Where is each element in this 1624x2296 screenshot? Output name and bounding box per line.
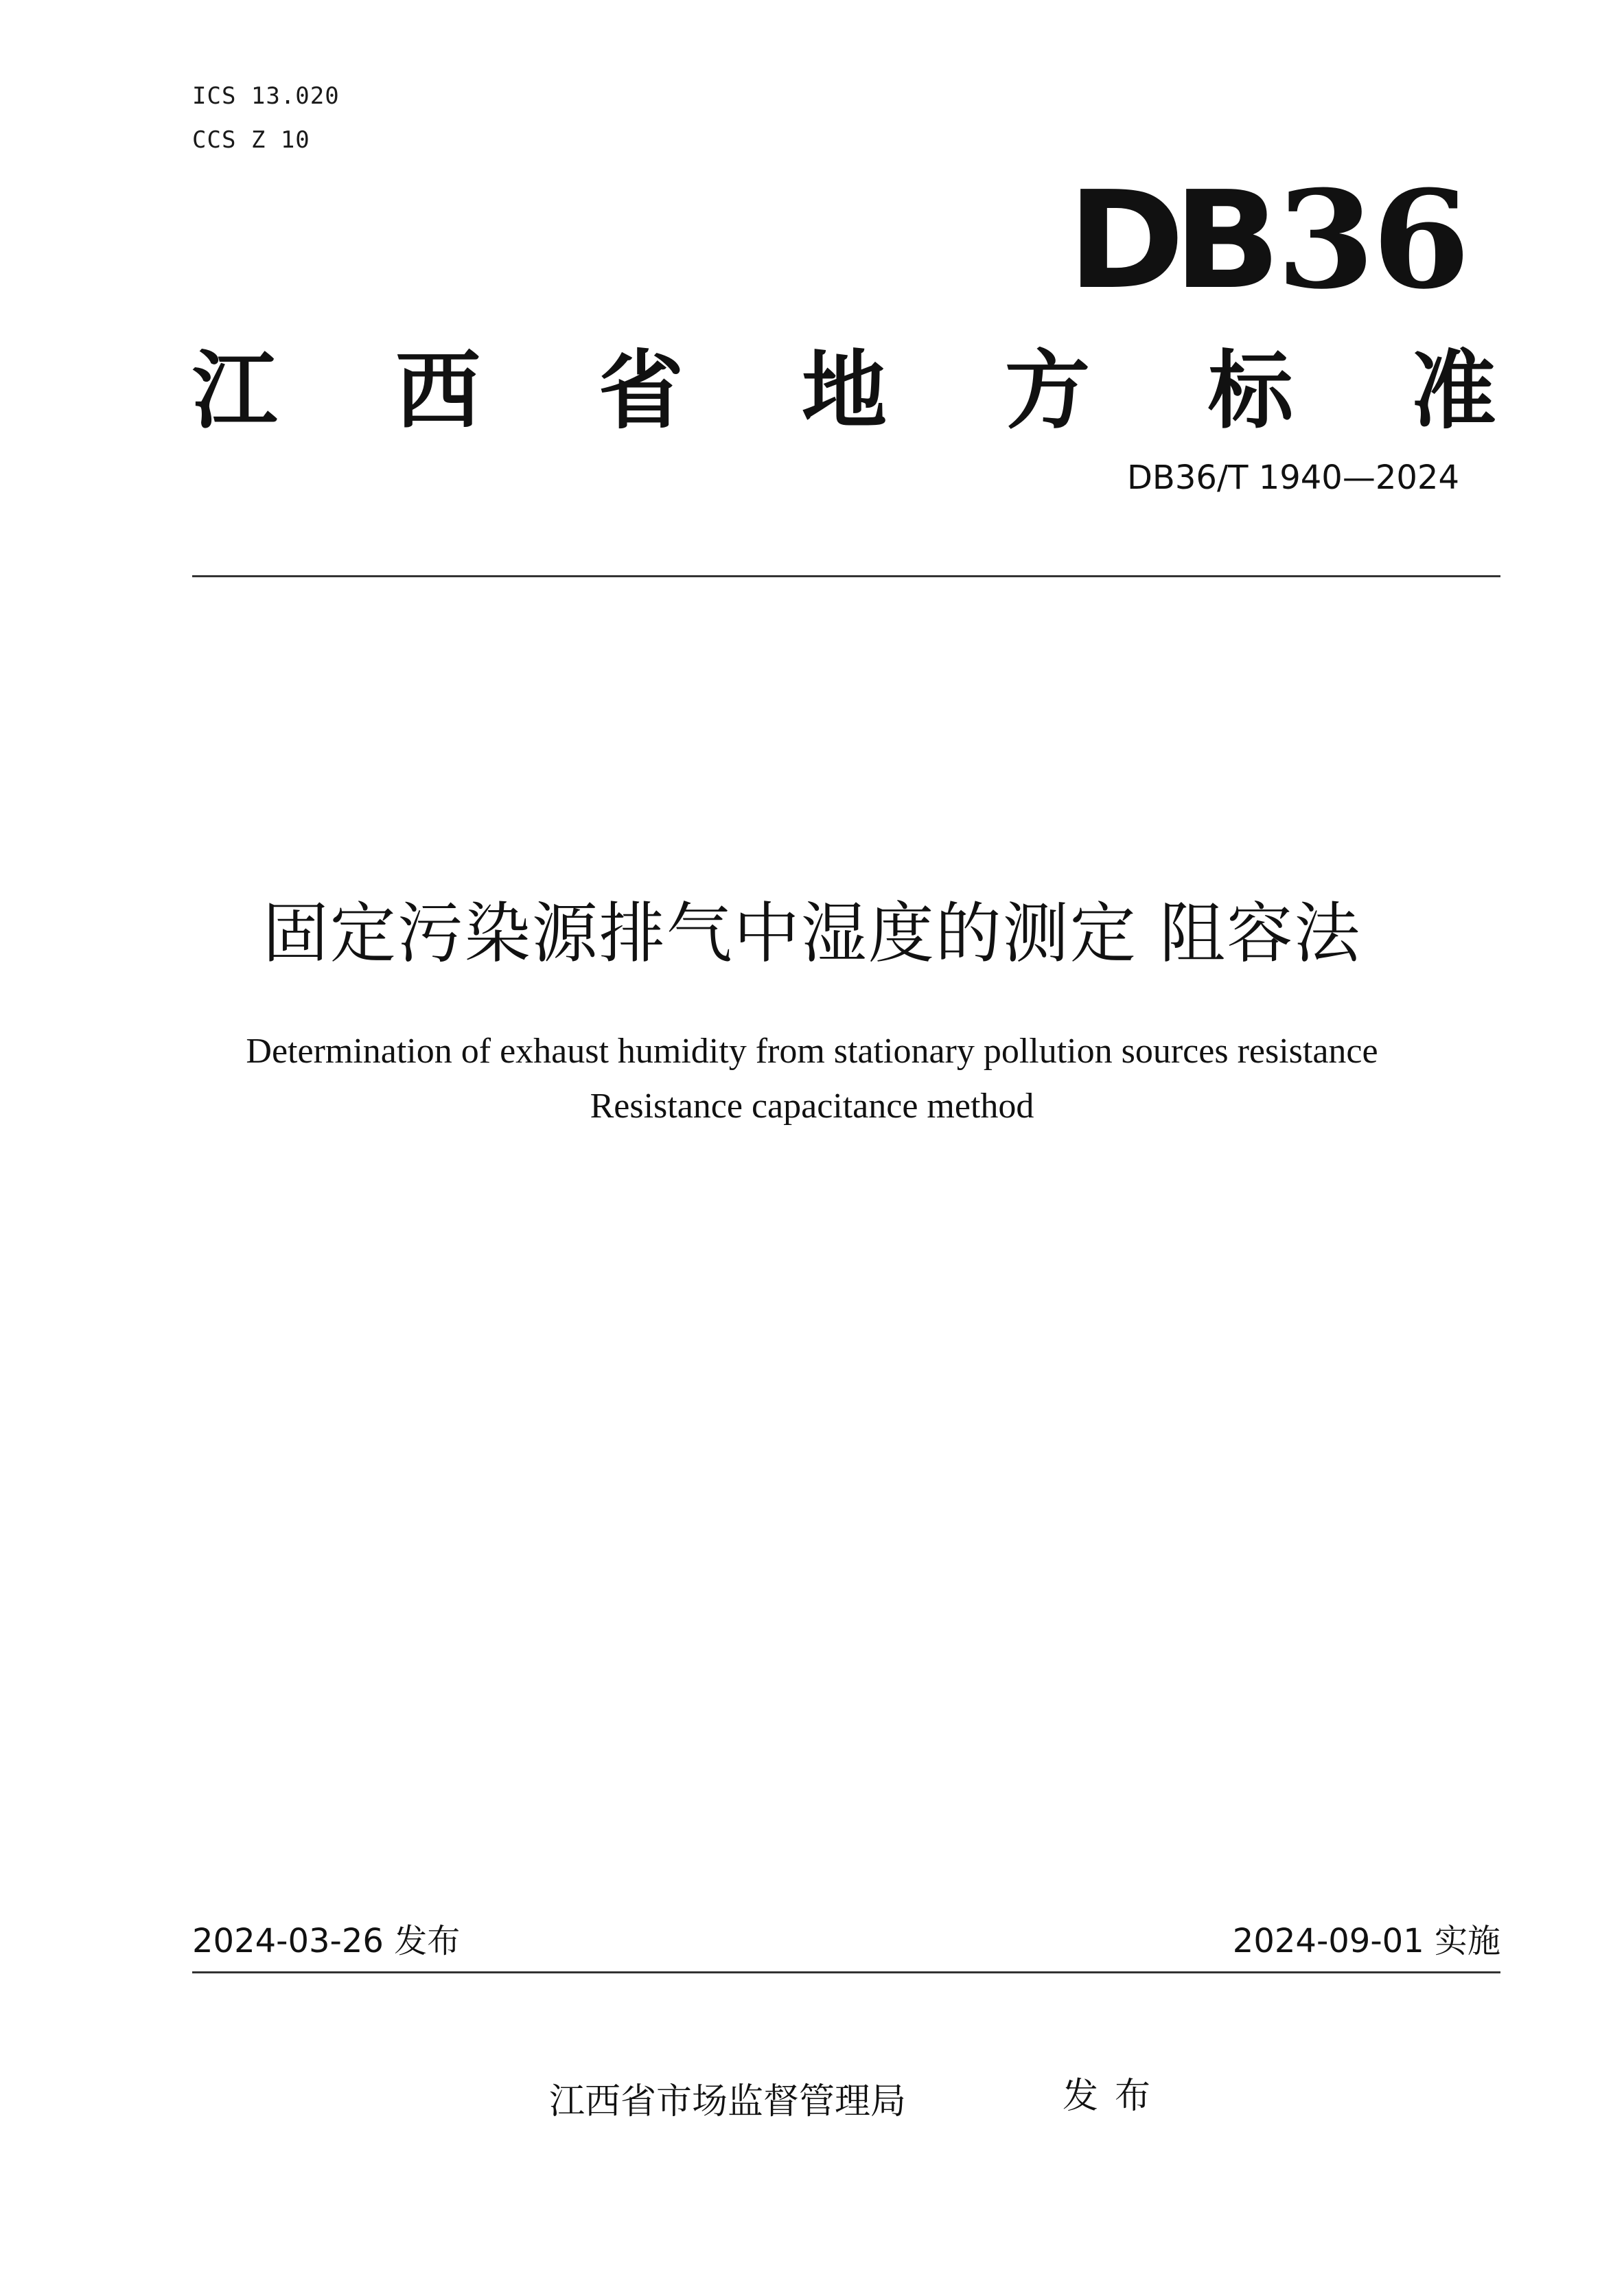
ccs-code: CCS Z 10 xyxy=(192,126,310,154)
standard-type-char: 江 xyxy=(192,342,278,441)
english-title-line-1: Determination of exhaust humidity from stationary pollution sources resistance xyxy=(246,1032,1378,1071)
implementation-date: 2024-09-01 实施 xyxy=(1232,1922,1500,1960)
footer-divider xyxy=(192,1971,1500,1973)
standard-type-char: 方 xyxy=(1004,342,1090,441)
standard-type-char: 省 xyxy=(598,342,684,441)
logo-number: 36 xyxy=(1276,161,1468,319)
standard-type-char: 西 xyxy=(395,342,480,441)
db36-logo xyxy=(1067,161,1468,319)
standard-type-heading xyxy=(192,343,1496,439)
standard-type-char: 地 xyxy=(801,342,887,441)
header-divider xyxy=(192,575,1500,577)
standard-type-char: 准 xyxy=(1411,342,1496,441)
issuing-authority: 江西省市场监督管理局 xyxy=(549,2081,907,2122)
ics-code: ICS 13.020 xyxy=(192,82,340,110)
chinese-title: 固定污染源排气中湿度的测定 阻容法 xyxy=(262,895,1362,972)
issue-label: 发布 xyxy=(1063,2076,1168,2117)
english-title-line-2: Resistance capacitance method xyxy=(590,1087,1034,1126)
standard-type-char: 标 xyxy=(1207,342,1293,441)
release-date: 2024-03-26 发布 xyxy=(192,1922,461,1960)
logo-prefix: DB xyxy=(1067,163,1270,319)
standard-number: DB36/T 1940—2024 xyxy=(1126,459,1459,497)
